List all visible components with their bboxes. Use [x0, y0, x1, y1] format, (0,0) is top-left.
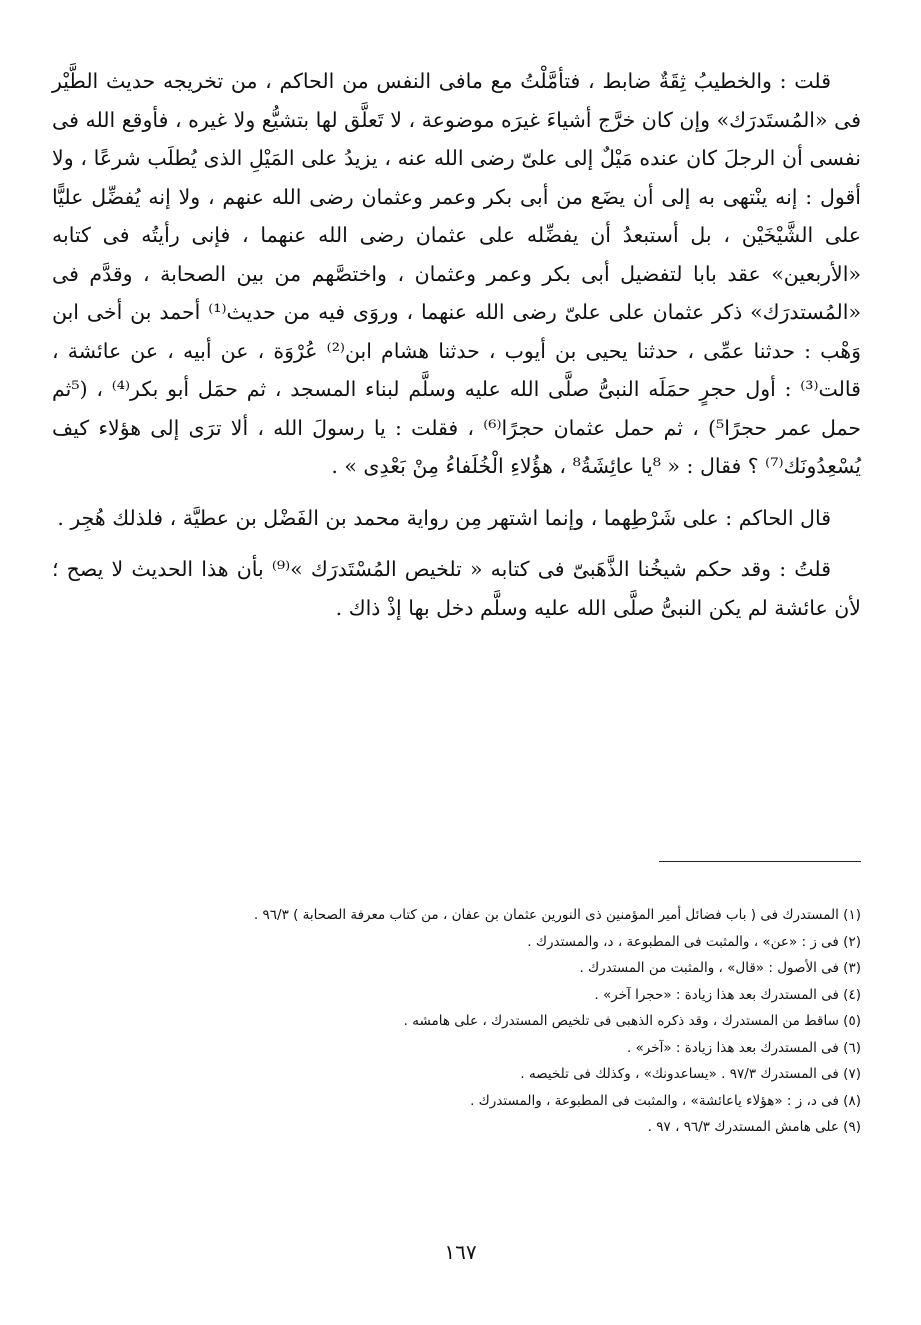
footnotes-list: [60, 902, 861, 1141]
footnote-1: (١) المستدرك فى ( باب فضائل أمير المؤمنين ذى النورين عثمان بن عفان ، من كتاب معرفة الصحابة ) ٩٦/٣ .: [253, 907, 861, 923]
footnote-separator: [659, 861, 861, 862]
footnote-6: (٦) فى المستدرك بعد هذا زيادة : «آخر» .: [626, 1039, 861, 1056]
page-number: ١٦٧: [444, 1240, 477, 1264]
footnote-9: (٩) على هامش المستدرك ٩٦/٣ ، ٩٧ .: [647, 1119, 861, 1135]
body-paragraph-2: قال الحاكم : على شَرْطِهما ، وإنما اشتهر مِن رواية محمد بن الفَضْل بن عطيَّة ، فلذلك هُجِر .: [57, 505, 831, 530]
footnote-3: (٣) فى الأصول : «قال» ، والمثبت من المستدرك .: [579, 960, 861, 976]
footnote-4: (٤) فى المستدرك بعد هذا زيادة : «حجرا آخر» .: [594, 986, 861, 1003]
footnote-2: (٢) فى ز : «عن» ، والمثبت فى المطبوعة ، د، والمستدرك .: [527, 933, 861, 950]
footnote-7: (٧) فى المستدرك ٩٧/٣ . «يساعدونك» ، وكذلك فى تلخيصه .: [520, 1066, 861, 1082]
footnote-8: (٨) فى د، ز : «هؤلاء ياعائشة» ، والمثبت فى المطبوعة ، والمستدرك .: [470, 1092, 861, 1109]
body-paragraph-3: قلتُ : وقد حكم شيخُنا الذَّهَبىّ فى كتابه « تلخيص المُسْتَدرَك »⁽⁹⁾ بأن هذا الحديث لا يصح ؛ لأن عائشة لم يكن النبىُّ صلَّى الله عليه وسلَّم دخل بها إذْ ذاك .: [52, 557, 861, 620]
footnote-5: (٥) ساقط من المستدرك ، وقد ذكره الذهبى فى تلخيص المستدرك ، على هامشه .: [403, 1013, 861, 1029]
main-text-body: [52, 62, 861, 627]
body-paragraph-1: قلت : والخطيبُ ثِقَةٌ ضابط ، فتأمَّلْتُ مع مافى النفس من الحاكم ، من تخريجه حديث الطَّيْر فى «المُستَدرَك» وإن كان خرَّج أشياءَ غيرَه موضوعة ، لا تَعلَّق لها بتشيُّع ولا غيره ، فأوقع الله فى نفسى أن الرجلَ كان عنده مَيْلٌ إلى علىّ رضى الله عنه ، يزيدُ على المَيْلِ الذى يُطلَب شرعًا ، ولا أقول : إنه ينْتهى به إلى أن يضَع من أبى بكر وعمر وعثمان رضى الله عنهم ، ولا إنه يُفضِّل عليًّا على الشَّيْخَيْن ، بل أستبعدُ أن يفضِّله على عثمان رضى الله عنهما ، فإنى رأيتُه فى كتابه «الأربعين» عقد بابا لتفضيل أبى بكر وعمر وعثمان ، واختصَّهم من بين الصحابة ، وقدَّم فى «المُستدرَك» ذكر عثمان على علىّ رضى الله عنهما ، وروَى فيه من حديث⁽¹⁾ أحمد بن أخى ابن وَهْب : حدثنا عمِّى ، حدثنا يحيى بن أيوب ، حدثنا هشام ابن⁽²⁾ عُرْوَة ، عن أبيه ، عن عائشة ، قالت⁽³⁾ : أول حجرٍ حمَلَه النبىُّ صلَّى الله عليه وسلَّم لبناء المسجد ، ثم حمَل أبو بكر⁽⁴⁾ ، (⁵ثم حمل عمر حجرًا⁵) ، ثم حمل عثمان حجرًا⁽⁶⁾ ، فقلت : يا رسولَ الله ، ألا ترَى إلى هؤلاء كيف يُسْعِدُونَك⁽⁷⁾ ؟ فقال : « ⁸يا عائِشَةُ⁸ ، هؤُلاءِ الْخُلَفاءُ مِنْ بَعْدِى » .: [52, 69, 862, 478]
